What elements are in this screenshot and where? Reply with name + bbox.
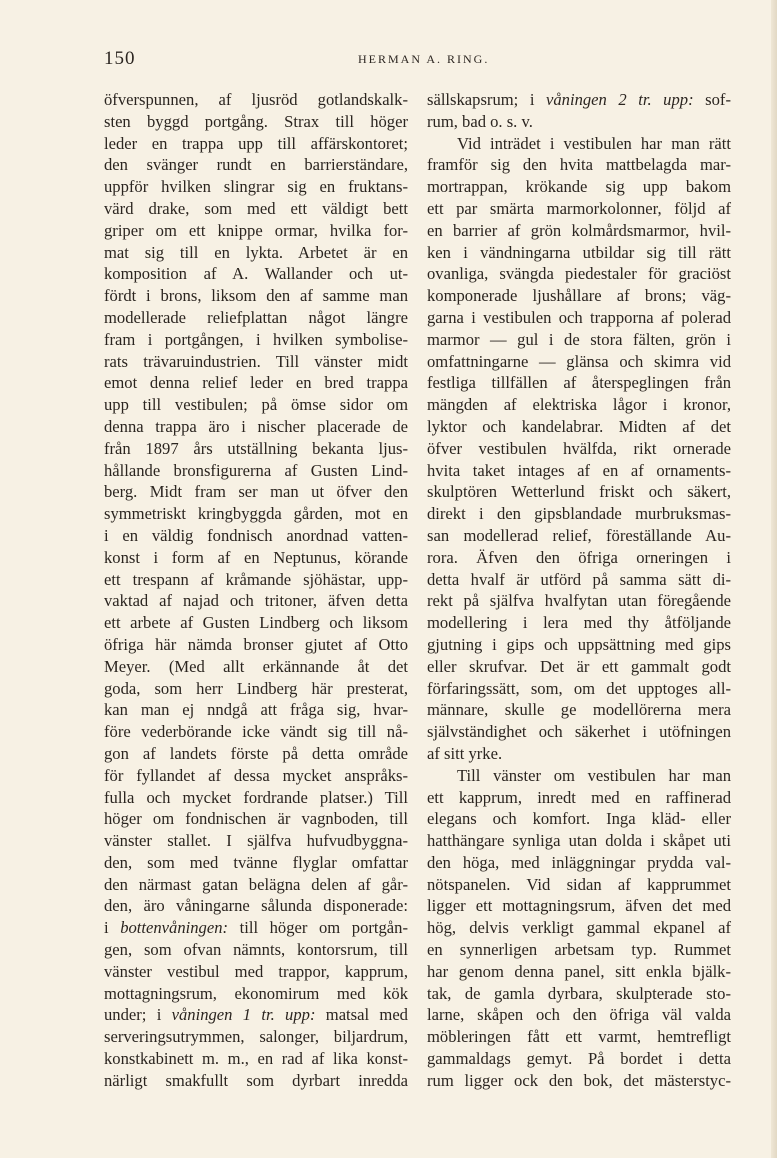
text-line: möbleringen fått ett varmt, hemtrefligt	[427, 1027, 731, 1047]
text-line: rum, bad o. s. v.	[427, 111, 533, 131]
italic-phrase: våningen 1 tr. upp:	[171, 1005, 326, 1025]
text-line: komponerade ljushållare af brons; väg-	[427, 286, 731, 306]
text-line: före vederbörande icke vändt sig till nå-	[104, 722, 408, 742]
page-header	[104, 48, 736, 70]
text-line: Vid inträdet i vestibulen har man rätt	[457, 133, 731, 153]
text-line: konstkabinett m. m., en rad af lika konst-	[104, 1049, 408, 1069]
text-line: hållande bronsfigurerna af Gusten Lind-	[104, 460, 408, 480]
text-line: nötspanelen. Vid sidan af kapprummet	[427, 874, 731, 894]
text-line: ett arbete af Gusten Lindberg och liksom	[104, 613, 408, 633]
text-line: rekt på själfva hvalfytan utan föregående	[427, 591, 731, 611]
text-line: ken i vändningarna utbildar sig till rätt	[427, 242, 731, 262]
text-line: vänster vestibul med trappor, kapprum,	[104, 961, 408, 981]
text-line: serveringsutrymmen, salonger, biljardrum,	[104, 1027, 408, 1047]
text-line: höger om fondnischen är vagnboden, till	[104, 809, 408, 829]
text-line: öfverspunnen, af ljusröd gotlandskalk-	[104, 90, 408, 109]
text-line: griper om ett knippe ormar, hvilka for-	[104, 220, 408, 240]
text-line: förfaringssätt, som, om det upptoges all-	[427, 678, 731, 698]
text-line: en barrier af grön kolmårdsmarmor, hvil-	[427, 220, 731, 240]
text-line: hvita taket intages af en af ornaments-	[427, 460, 731, 480]
text-line: vaktad af najad och tritoner, äfven detta	[104, 591, 408, 611]
text-line: modellerade reliefplattan något längre	[104, 307, 408, 327]
text-line: sällskapsrum; i våningen 2 tr. upp: sof-	[427, 90, 731, 109]
text-line: från 1897 års utställning bekanta ljus-	[104, 438, 408, 458]
text-line: framför sig den hvita mattbelagda mar-	[427, 155, 731, 175]
text-line: mortrappan, krökande sig upp bakom	[427, 177, 731, 197]
text-line: fram i portgången, i hvilken symbolise-	[104, 329, 408, 349]
text-line: ett kapprum, inredt med en raffinerad	[427, 787, 731, 807]
text-line: tak, de gamla dyrbara, skulpterade sto-	[427, 983, 731, 1003]
text-line: närligt smakfullt som dyrbart inredda	[104, 1070, 408, 1090]
text-line: garna i vestibulen och trapporna af polerad	[427, 307, 731, 327]
right-text-column	[427, 89, 731, 1092]
text-line: upp till vestibulen; på ömse sidor om	[104, 395, 408, 415]
text-line: hög, delvis verkligt gammal ekpanel af	[427, 918, 731, 938]
text-line: Meyer. (Med allt erkännande åt det	[104, 656, 408, 676]
text-line: leder en trappa upp till affärskontoret;	[104, 133, 408, 153]
text-line: fulla och mycket fordrande platser.) Till	[104, 787, 408, 807]
text-line: männare, skulle ge modellörerna mera	[427, 700, 731, 720]
text-line: konst i form af en Neptunus, körande	[104, 547, 408, 567]
text-line: för fyllandet af dessa mycket anspråks-	[104, 765, 408, 785]
text-line: ligger ett mottagningsrum, äfven det med	[427, 896, 731, 916]
text-line: öfriga här nämda bronser gjutet af Otto	[104, 634, 408, 654]
text-line: mat sig till en lykta. Arbetet är en	[104, 242, 408, 262]
text-line: gen, som ofvan nämnts, kontorsrum, till	[104, 940, 408, 960]
text-line: den höga, med inläggningar prydda val-	[427, 852, 731, 872]
text-line: symmetriskt kringbyggda gården, mot en	[104, 504, 408, 524]
text-line: denna trappa äro i nischer placerade de	[104, 416, 408, 436]
text-line: sten byggd portgång. Strax till höger	[104, 111, 408, 131]
text-line: lyktor och kandelabrar. Midten af det	[427, 416, 731, 436]
text-line: san modellerad relief, föreställande Au-	[427, 525, 731, 545]
text-line: ett par smärta marmorkolonner, följd af	[427, 198, 731, 218]
text-line: goda, som herr Lindberg här presterat,	[104, 678, 408, 698]
text-line: rum ligger ock den bok, det mästerstyc-	[427, 1070, 731, 1090]
italic-phrase: våningen 2 tr. upp:	[546, 90, 694, 109]
text-line: ovanliga, svängda piedestaler för graciöst	[427, 264, 731, 284]
text-line: den svänger rundt en barrierständare,	[104, 155, 408, 175]
text-line: mottagningsrum, ekonomirum med kök	[104, 983, 408, 1003]
text-line: skulptören Wetterlund friskt och säkert,	[427, 482, 731, 502]
text-line: fördt i brons, liksom den af samme man	[104, 286, 408, 306]
text-line: mängden af elektriska lågor i kronor,	[427, 395, 731, 415]
text-line: den närmast gatan belägna delen af går-	[104, 874, 408, 894]
text-line: i bottenvåningen: till höger om portgån-	[104, 918, 408, 938]
text-line: festliga tillfällen af återspeglingen från	[427, 373, 731, 393]
text-line: gammaldags gemyt. På bordet i detta	[427, 1049, 731, 1069]
text-line: har genom denna panel, sitt enkla bjälk-	[427, 961, 731, 981]
text-line: Till vänster om vestibulen har man	[457, 765, 731, 785]
text-line: en synnerligen arbetsam typ. Rummet	[427, 940, 731, 960]
text-line: modellering i lera med thy åtföljande	[427, 613, 731, 633]
text-line: vänster stallet. I själfva hufvudbyggna-	[104, 831, 408, 851]
text-line: gjutning i gips och uppsättning med gips	[427, 634, 731, 654]
text-line: direkt i den gipsblandade murbruksmas-	[427, 504, 731, 524]
running-head: HERMAN A. RING.	[358, 52, 490, 66]
text-line: marmor — gul i de stora fälten, grön i	[427, 329, 731, 349]
text-line: af sitt yrke.	[427, 743, 503, 763]
text-line: komposition af A. Wallander och ut-	[104, 264, 408, 284]
text-line: rats trävaruindustrien. Till vänster midt	[104, 351, 408, 371]
text-line: öfver vestibulen hvälfda, rikt ornerade	[427, 438, 731, 458]
text-line: elegans och komfort. Inga kläd- eller	[427, 809, 731, 829]
page-edge	[771, 0, 777, 1158]
text-line: uppför hvilken slingrar sig en fruktans-	[104, 177, 408, 197]
text-line: självständighet och säkerhet i utöfningen	[427, 722, 731, 742]
text-line: omfattningarne — glänsa och skimra vid	[427, 351, 731, 371]
text-line: emot denna relief leder en bred trappa	[104, 373, 408, 393]
text-line: rora. Äfven den öfriga orneringen i	[427, 547, 731, 567]
page-number: 150	[104, 48, 136, 69]
text-line: gon af landets förste på detta område	[104, 743, 408, 763]
text-line: värd drake, som med ett väldigt bett	[104, 198, 408, 218]
text-line: under; i våningen 1 tr. upp: matsal med	[104, 1005, 408, 1025]
text-line: larne, skåpen och den öfriga väl valda	[427, 1005, 731, 1025]
text-line: den, äro våningarne sålunda disponerade:	[104, 896, 408, 916]
text-line: hatthängare synliga utan dolda i skåpet uti	[427, 831, 731, 851]
left-text-column	[104, 89, 408, 1092]
text-line: den, som med tvänne flyglar omfattar	[104, 852, 408, 872]
text-line: i en väldig fondnisch anordnad vatten-	[104, 525, 408, 545]
text-line: ett trespann af kråmande sjöhästar, upp-	[104, 569, 408, 589]
italic-phrase: bottenvåningen:	[120, 918, 229, 938]
text-line: kan man ej nndgå att fråga sig, hvar-	[104, 700, 408, 720]
text-line: berg. Midt fram ser man ut öfver den	[104, 482, 408, 502]
text-line: eller skrufvar. Det är ett gammalt godt	[427, 656, 731, 676]
text-line: detta hvalf är utförd på samma sätt di-	[427, 569, 731, 589]
